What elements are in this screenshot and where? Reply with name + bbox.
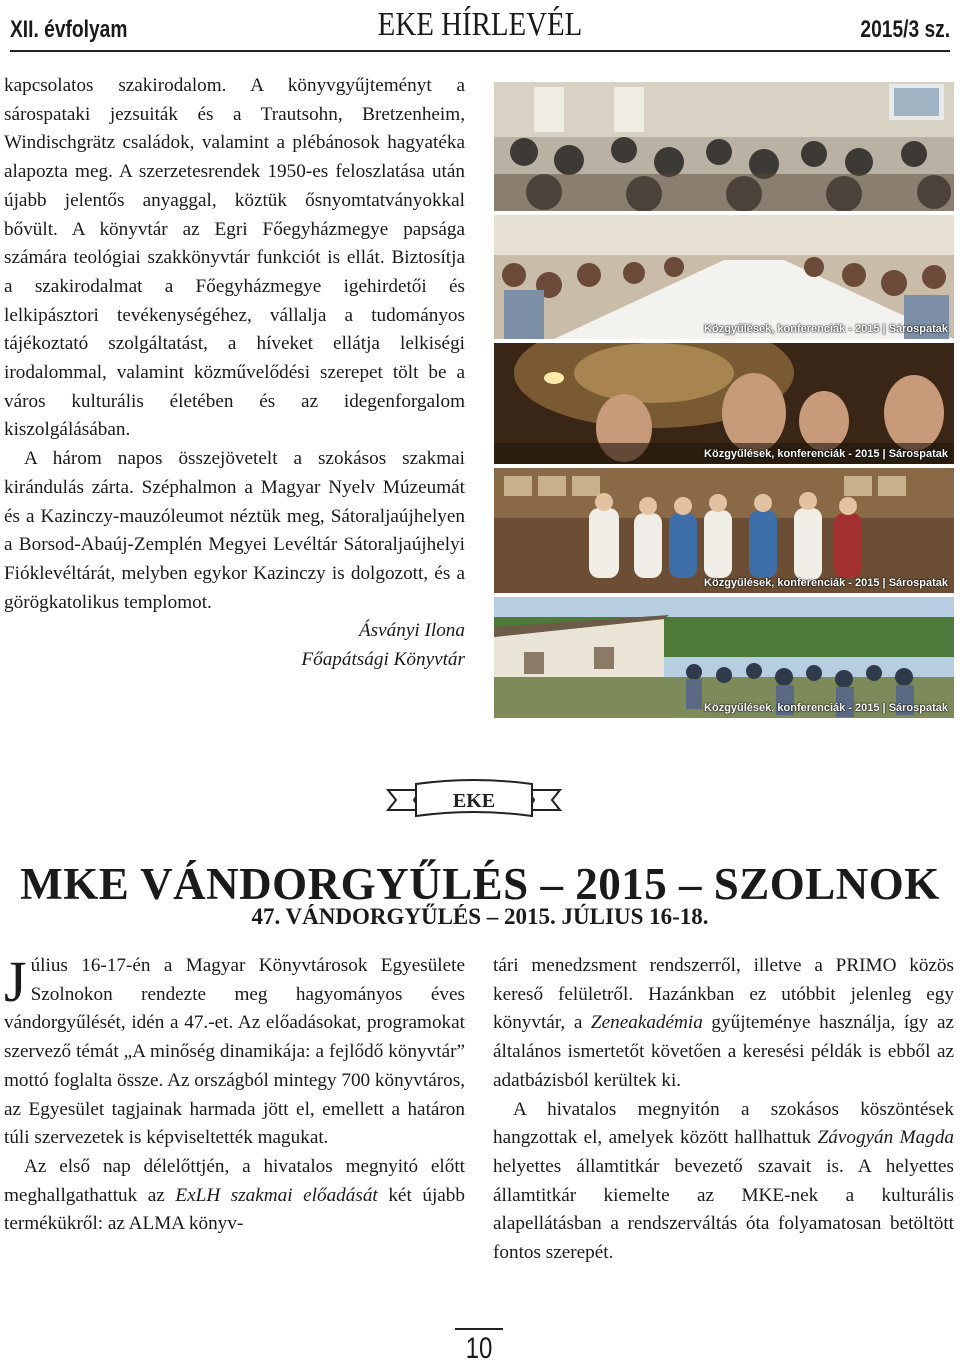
wine-cellar-image: [494, 343, 954, 464]
page-header: [10, 8, 950, 52]
photo-group: [494, 468, 954, 593]
newsletter-title: EKE HÍRLEVÉL: [377, 6, 583, 43]
article2-paragraph: A hivatalos megnyitón a szokásos köszöntések hangzottak el, amelyek között hallhattuk Závogyán Magda helyettes államtitkár bevezető szavait is. A helyettes államtitkár kiemelte az MKE-nek a kulturális alapellátásban a rendszerváltás óta folyamatosan betöltött fontos szerepét.: [493, 1098, 955, 1264]
article1-text: [4, 72, 465, 675]
article2-paragraph: tári menedzsment rendszerről, illetve a PRIMO közös kereső felületről. Hazánkban ez utóbbit jelenleg egy könyvtár, a Zeneakadémia gyűjteménye használja, így az általános ismertetőt követően a keresési példák is ebből az adatbázisból kerültek ki.: [493, 955, 954, 1091]
emphasis-zeneakademia: Zeneakadémia: [590, 1012, 703, 1034]
emphasis-name: Závogyán Magda: [817, 1127, 955, 1149]
article1-paragraph: kapcsolatos szakirodalom. A könyvgyűjteményt a sárospataki jezsuiták és a Trautsohn, Bretzenheim, Windischgrätz családok, valamint a plébánosok hagyatéka alapozta meg. A szerzetesrendek 1950-es feloszlatása után újabb jelentős anyaggal, köztük ősnyomtatványokkal bővült. A könyvtár az Egri Főegyházmegye papsága számára teológiai szakkönyvtár funkciót is ellát. Biztosítja a szakirodalmat a Főegyházmegye igehirdetői és lelkipásztori tevékenységéhez, vállalja a tudományos tájékoztató szolgáltatást, a híveket ellátja lelkiségi irodalommal, valamint közművelődési szerepet tölt be a város kulturális életében és az idegenforgalom kiszolgálásában.: [4, 75, 465, 441]
photo-caption: Közgyűlések, konferenciák - 2015 | Sárospatak: [704, 577, 948, 589]
volume-label: XII. évfolyam: [10, 16, 128, 43]
article1-affiliation: Főapátsági Könyvtár: [301, 649, 465, 671]
photo-caption: Közgyűlések, konferenciák - 2015 | Sárospatak: [704, 702, 948, 714]
article1-author: Ásványi Ilona: [358, 620, 465, 642]
issue-label: 2015/3 sz.: [860, 16, 950, 43]
article2-left-column: [4, 949, 465, 1239]
group-photo-image: [494, 468, 954, 593]
photo-lecture-hall: [494, 82, 954, 211]
photo-dinner: [494, 215, 954, 339]
photo-excursion: [494, 597, 954, 718]
drop-cap: J: [4, 949, 27, 1014]
excursion-image: [494, 597, 954, 718]
emphasis-exlh: ExLH szakmai előadását: [175, 1184, 378, 1206]
article2-title: MKE VÁNDORGYŰLÉS – 2015 – SZOLNOK: [20, 859, 940, 909]
photo-caption: Közgyűlések, konferenciák - 2015 | Sárospatak: [704, 448, 948, 460]
lecture-hall-image: [494, 82, 954, 211]
banner-text: EKE: [452, 790, 496, 812]
article2-subtitle: 47. VÁNDORGYŰLÉS – 2015. JÚLIUS 16-18.: [251, 904, 709, 929]
dinner-image: [494, 215, 954, 339]
article2-right-column: [493, 952, 954, 1268]
eke-ribbon-logo: [384, 776, 564, 828]
article2-paragraph: Július 16-17-én a Magyar Könyvtárosok Egyesülete Szolnokon rendezte meg hagyományos éves vándorgyűlését, idén a 47.-et. Az előadásokat, programokat szervező témát „A minőség dinamikája: a fejlődő könyvtár” mottó foglalta össze. Az országból mintegy 700 könyvtáros, az Egyesület tagjainak harmada jött el, emellett a határon túli szervezetek is képviseltették magukat.: [4, 949, 465, 1149]
article2-paragraph: Az első nap délelőttjén, a hivatalos megnyitó előtt meghallgathattuk az ExLH szakmai előadását két újabb termékükről: az ALMA könyv-: [4, 1155, 465, 1235]
photo-wine-cellar: [494, 343, 954, 464]
article1-paragraph: A három napos összejövetelt a szokásos szakmai kirándulás zárta. Széphalmon a Magyar Nyelv Múzeumát és a Kazinczy-mauzóleumot néztük meg, Sátoraljaújhelyen a Borsod-Abaúj-Zemplén Megyei Levéltár Sátoraljaújhelyi Fióklevéltárát, melyben egykor Kazinczy is dolgozott, és a görögkatolikus templomot.: [4, 448, 465, 613]
photo-column: [494, 82, 954, 722]
photo-caption: Közgyűlések, konferenciák - 2015 | Sárospatak: [704, 323, 948, 335]
page-number: 10: [455, 1328, 503, 1366]
